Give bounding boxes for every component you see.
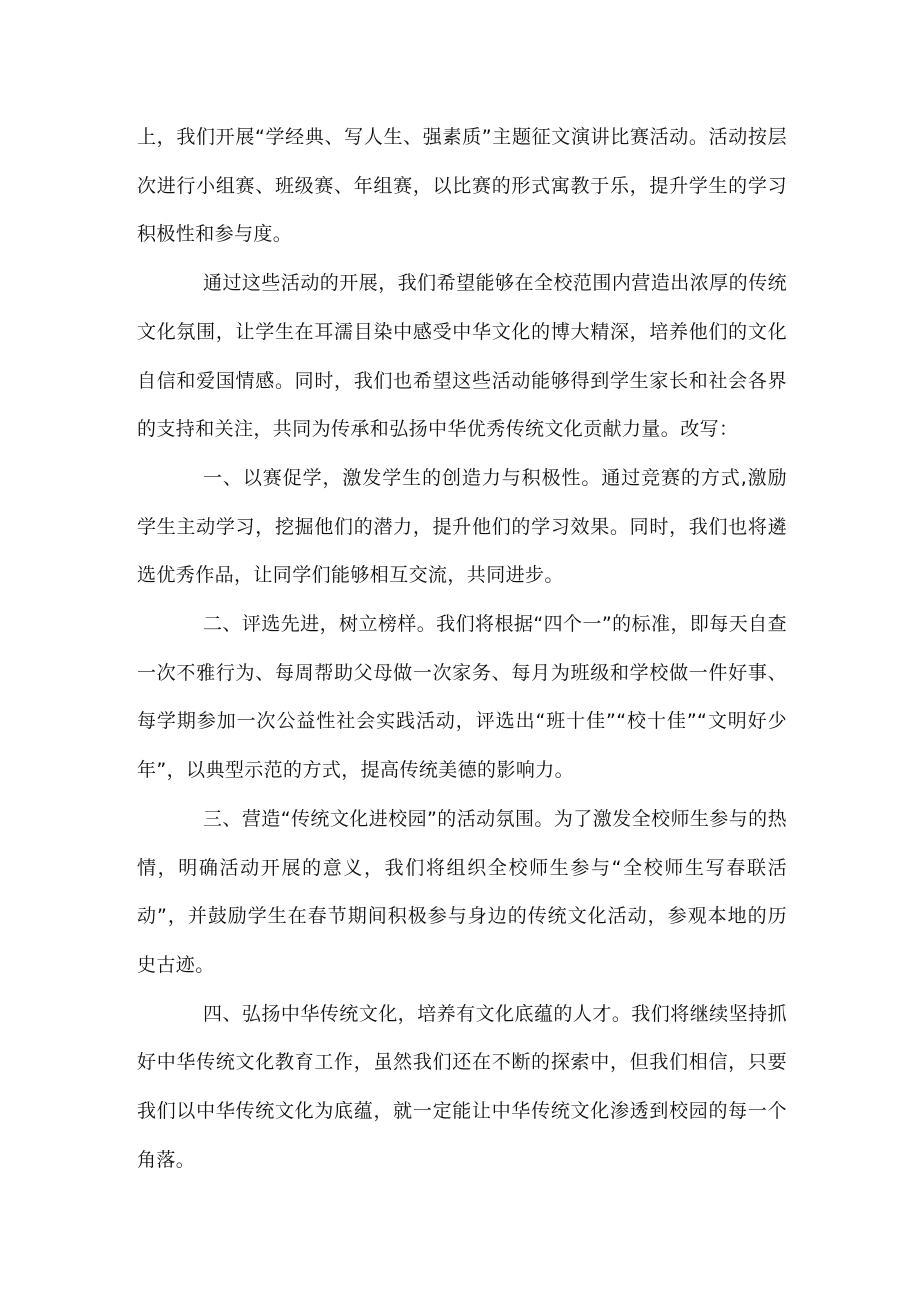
paragraph-item-3: 三、营造“传统文化进校园”的活动氛围。为了激发全校师生参与的热情，明确活动开展的意义，我们将组织全校师生参与“全校师生写春联活动”，并鼓励学生在春节期间积极参与身边的传统文化活动，参观本地的历史古迹。: [137, 807, 787, 976]
paragraph-purpose: 通过这些活动的开展，我们希望能够在全校范围内营造出浓厚的传统文化氛围，让学生在耳濡目染中感受中华文化的博大精深，培养他们的文化自信和爱国情感。同时，我们也希望这些活动能够得到学生家长和社会各界的支持和关注，共同为传承和弘扬中华优秀传统文化贡献力量。改写：: [137, 272, 787, 441]
paragraph-item-4: 四、弘扬中华传统文化，培养有文化底蕴的人才。我们将继续坚持抓好中华传统文化教育工作，虽然我们还在不断的探索中，但我们相信，只要我们以中华传统文化为底蕴，就一定能让中华传统文化渗透到校园的每一个角落。: [137, 1002, 787, 1171]
paragraph-continuation: 上，我们开展“学经典、写人生、强素质”主题征文演讲比赛活动。活动按层次进行小组赛、班级赛、年组赛，以比赛的形式寓教于乐，提升学生的学习积极性和参与度。: [137, 126, 787, 246]
document-body: [137, 113, 787, 1184]
paragraph-item-1: 一、以赛促学，激发学生的创造力与积极性。通过竞赛的方式,激励学生主动学习，挖掘他们的潜力，提升他们的学习效果。同时，我们也将遴选优秀作品，让同学们能够相互交流，共同进步。: [137, 466, 787, 587]
paragraph-item-2: 二、评选先进，树立榜样。我们将根据“四个一”的标准，即每天自查一次不雅行为、每周帮助父母做一次家务、每月为班级和学校做一件好事、每学期参加一次公益性社会实践活动，评选出“班十佳”“校十佳”“文明好少年”，以典型示范的方式，提高传统美德的影响力。: [137, 613, 787, 782]
